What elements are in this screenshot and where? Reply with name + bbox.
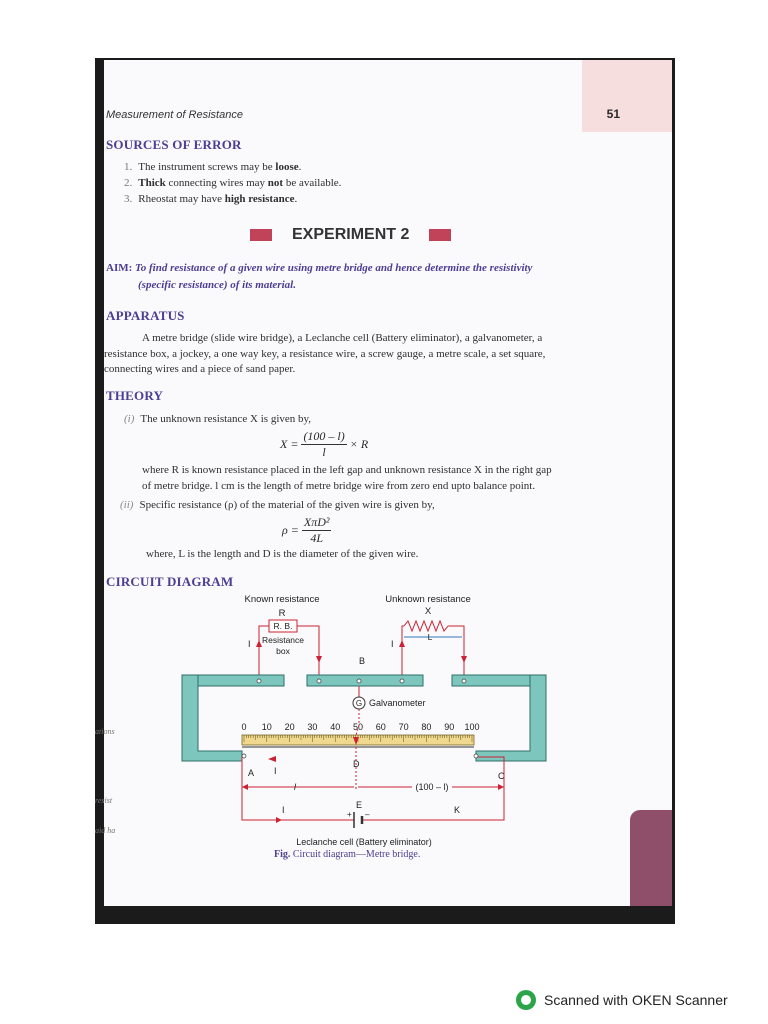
title-bar-right [429,229,451,241]
theory-item-ii: (ii) Specific resistance (ρ) of the material of the given wire is given by, [120,499,435,511]
circuit-diagram-heading: CIRCUIT DIAGRAM [106,574,234,589]
error-item-2: 2. Thick connecting wires may not be available. [124,177,342,189]
aim-line-2: (specific resistance) of its material. [138,279,296,291]
R-label: R [278,608,286,619]
strip-right-L [476,675,546,761]
K-label: K [454,805,461,815]
margin-note-1: ations [95,727,115,736]
scale-labels [241,722,479,732]
experiment-title-banner [250,226,451,244]
cell-label: Leclanche cell (Battery eliminator) [296,837,432,847]
resistance-box-label-2: box [276,646,290,656]
I1-left-label: I [248,639,251,649]
circuit-diagram [164,585,564,855]
metre-bridge-figure [164,585,564,850]
arrow-l-left [242,784,248,790]
title-bar-left [250,229,272,241]
margin-note-3: aid ha [95,826,116,835]
aim-line-1: AIM: To find resistance of a given wire using metre bridge and hence determine the resistivity [106,262,533,274]
scale-label: 0 [241,722,247,732]
error-item-3: 3. Rheostat may have high resistance. [124,193,298,205]
equation-resistivity: ρ = XπD² 4L [282,515,330,545]
strip-left-L [182,675,242,761]
I-label: I [282,805,285,815]
equation-resistance: X = $\frac{(100 - l)}{l}$ × R [280,429,369,459]
page-number: 51 [606,107,620,121]
error-item-1: 1. The instrument screws may be loose. [124,161,302,173]
L-label: L [427,632,433,642]
I2-label: I [274,766,277,776]
book-page [104,60,672,906]
arrow-I [276,817,282,823]
unknown-resistance-label: Unknown resistance [385,594,471,605]
scale-label: 20 [284,722,295,732]
experiment-title: EXPERIMENT 2 [292,226,410,243]
B-label: B [359,656,366,666]
galvanometer-label: Galvanometer [369,698,426,708]
X-label: X [424,606,432,617]
arrow-100-l-right [498,784,504,790]
scale-label: 40 [330,722,341,732]
wire-x-right [448,626,464,680]
plus-label: + [347,810,352,819]
E-label: E [356,800,363,810]
margin-note-2: resist [95,796,113,805]
apparatus-line-1: A metre bridge (slide wire bridge), a Leclanche cell (Battery eliminator), a galvanometer, a [142,332,543,344]
arrow-rb-down [316,656,322,663]
C-label: C [498,771,505,781]
terminal-3 [400,679,404,683]
apparatus-heading: APPARATUS [106,308,185,323]
scale-label: 70 [398,722,409,732]
scale-label: 50 [352,722,364,732]
theory-where-1a: where R is known resistance placed in the left gap and unknown resistance X in the right gap [142,464,552,476]
scale-label: 100 [464,722,480,732]
apparatus-line-3: connecting wires and a piece of sand paper. [104,363,296,375]
l-label: l [294,782,296,792]
100-minus-l-label: (100 – l) [415,782,449,792]
I1-right-label: I [391,639,394,649]
scanner-watermark [516,990,728,1010]
theory-where-1b: of metre bridge. l cm is the length of metre bridge wire from zero end upto balance point. [142,480,536,492]
arrow-I2 [268,756,276,762]
terminal-4 [462,679,466,683]
D-label: D [353,759,360,769]
arrow-x-down [461,656,467,663]
aim-label: AIM: [106,262,133,274]
page-edge-tab [630,810,672,906]
scale-label: 90 [444,722,455,732]
terminal-b [357,679,361,683]
known-resistance-label: Known resistance [244,594,320,605]
apparatus-line-2: resistance box, a jockey, a one way key, a resistance wire, a screw gauge, a metre scale, a set square, [104,348,546,360]
rb-label: R. B. [273,621,293,631]
page-corner-tab [582,60,672,132]
figure-caption: Fig. Circuit diagram—Metre bridge. [274,849,421,860]
theory-item-i: (i) The unknown resistance X is given by, [124,413,312,425]
scale-label: 80 [421,722,432,732]
scale-label: 10 [261,722,272,732]
scale-label: 30 [307,722,318,732]
wire-x-left [402,626,404,680]
sources-of-error-heading: SOURCES OF ERROR [106,137,242,152]
arrow-I1-right [399,640,405,647]
scanner-logo-icon [516,990,536,1010]
wire-battery-left [242,757,354,820]
theory-where-2: where, L is the length and D is the diameter of the given wire. [146,548,419,560]
terminal-a [242,754,246,758]
terminal-1 [257,679,261,683]
unknown-resistance-wire [404,621,448,631]
strip-top-middle [307,675,423,686]
terminal-2 [317,679,321,683]
theory-heading: THEORY [106,388,164,403]
G-label: G [355,699,363,708]
resistance-box-label-1: Resistance [261,635,305,645]
terminal-c [474,754,478,758]
scale-label: 60 [375,722,386,732]
running-head: Measurement of Resistance [106,109,243,121]
scanner-text: Scanned with OKEN Scanner [544,992,728,1008]
A-label: A [248,768,255,778]
minus-label: – [365,810,370,819]
